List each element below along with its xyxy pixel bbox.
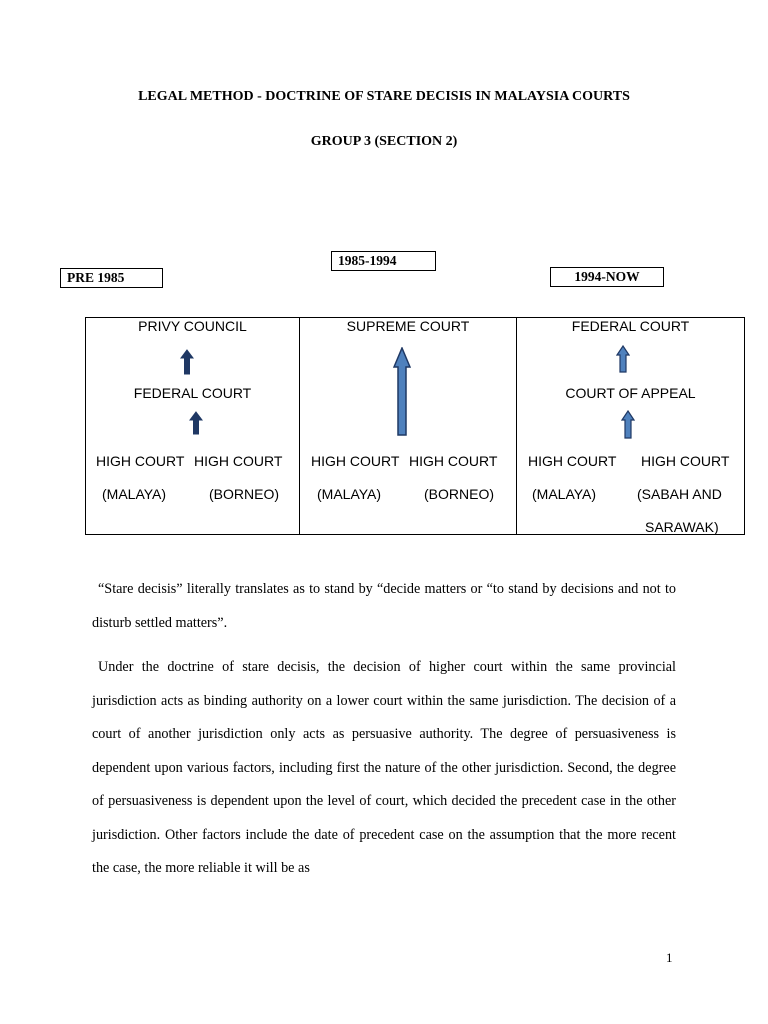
high-court-malaya-label: HIGH COURT — [96, 453, 185, 469]
federal-court-label: FEDERAL COURT — [571, 318, 690, 334]
court-hierarchy-table — [85, 317, 745, 535]
region-sabah-label: (SABAH AND — [637, 486, 722, 502]
document-subtitle: GROUP 3 (SECTION 2) — [310, 134, 458, 149]
federal-court-label: FEDERAL COURT — [133, 385, 252, 401]
label-1985-1994: 1985-1994 — [331, 251, 436, 271]
page-number: 1 — [666, 950, 673, 965]
arrow-up-icon — [189, 411, 203, 435]
label-pre-1985: PRE 1985 — [60, 268, 163, 288]
column-1985-1994 — [300, 318, 517, 534]
region-sarawak-label: SARAWAK) — [645, 519, 719, 535]
paragraph-definition: “Stare decisis” literally translates as to stand by “decide matters or “to stand by decisions and not to disturb settled matters”. — [92, 581, 676, 631]
privy-council-label: PRIVY COUNCIL — [138, 318, 247, 334]
high-court-borneo-label: HIGH COURT — [409, 453, 498, 469]
region-malaya-label: (MALAYA) — [102, 486, 167, 502]
column-1994-now — [517, 318, 744, 534]
arrow-up-icon — [621, 410, 635, 439]
label-1994-now: 1994-NOW — [550, 267, 664, 287]
court-of-appeal-label: COURT OF APPEAL — [565, 385, 696, 401]
region-malaya-label: (MALAYA) — [532, 486, 597, 502]
arrow-up-icon — [616, 345, 630, 373]
region-borneo-label: (BORNEO) — [209, 486, 279, 502]
arrow-up-icon — [393, 347, 411, 436]
high-court-malaya-label: HIGH COURT — [528, 453, 617, 469]
high-court-malaya-label: HIGH COURT — [311, 453, 400, 469]
paragraph-doctrine: Under the doctrine of stare decisis, the decision of higher court within the same provincial jurisdiction acts as binding authority on a lower court within the same jurisdiction. The decision of a court of another jurisdiction only acts as persuasive authority. The degree of persuasiveness is dependent upon various factors, including first the nature of the other jurisdiction. Second, the degree of persuasiveness is dependent upon the level of court, which decided the precedent case in the other jurisdiction. Other factors include the date of precedent case on the assumption that the more recent the case, the more reliable it will be as — [92, 659, 676, 876]
arrow-up-icon — [180, 349, 194, 375]
region-borneo-label: (BORNEO) — [424, 486, 494, 502]
supreme-court-label: SUPREME COURT — [346, 318, 470, 334]
column-pre-1985 — [86, 318, 300, 534]
high-court-sabah-sarawak-label: HIGH COURT — [641, 453, 730, 469]
high-court-borneo-label: HIGH COURT — [194, 453, 283, 469]
region-malaya-label: (MALAYA) — [317, 486, 382, 502]
document-title: LEGAL METHOD - DOCTRINE OF STARE DECISIS IN MALAYSIA COURTS — [138, 89, 630, 104]
